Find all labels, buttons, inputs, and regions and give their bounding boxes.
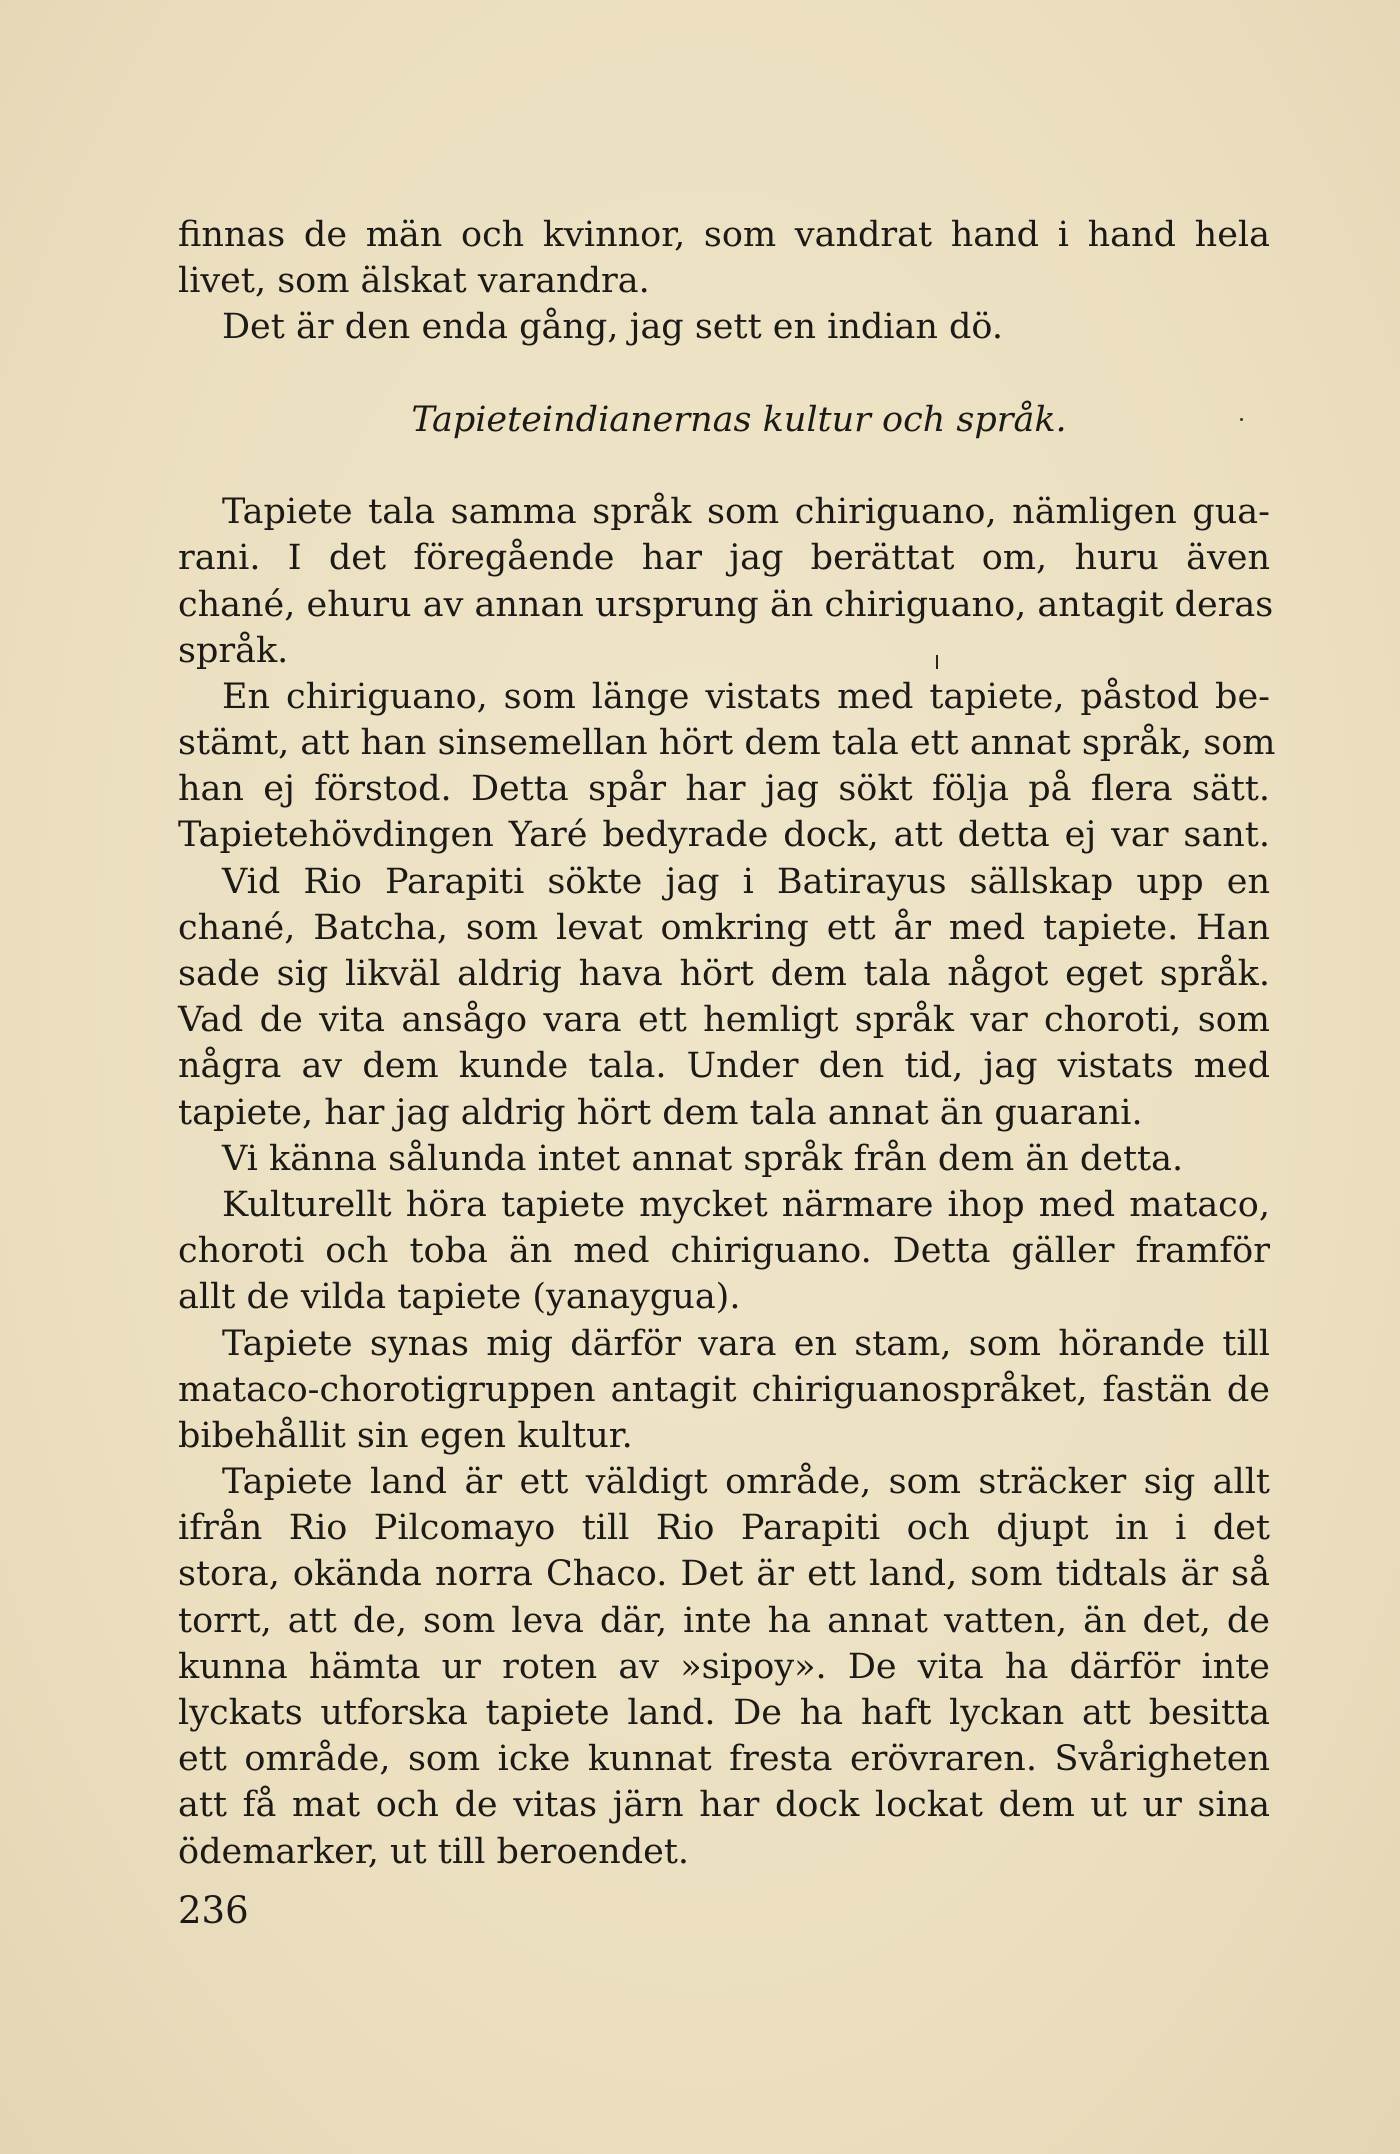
blank-line	[178, 351, 1270, 397]
text-line: Vid Rio Parapiti sökte jag i Batirayus sällskap upp en	[222, 861, 1270, 902]
print-speck	[1240, 418, 1243, 421]
text-line: torrt, att de, som leva där, inte ha annat vatten, än det, de	[178, 1600, 1270, 1641]
text-line: han ej förstod. Detta spår har jag sökt följa på flera sätt.	[178, 769, 1270, 810]
text-line: Vi känna sålunda intet annat språk från dem än detta.	[222, 1138, 1184, 1179]
text-line: Tapietehövdingen Yaré bedyrade dock, att detta ej var sant.	[178, 815, 1270, 856]
page-number: 236	[178, 1889, 249, 1932]
text-line: språk.	[178, 630, 289, 671]
text-line: ett område, som icke kunnat fresta erövraren. Svårigheten	[178, 1739, 1270, 1780]
blank-line	[178, 443, 1270, 489]
section-heading: Tapieteindianernas kultur och språk.	[411, 399, 1067, 440]
text-line: Vad de vita ansågo vara ett hemligt språk var choroti, som	[178, 1000, 1270, 1041]
text-line: kunna hämta ur roten av »sipoy». De vita ha därför inte	[178, 1646, 1270, 1687]
text-line: stora, okända norra Chaco. Det är ett land, som tidtals är så	[178, 1554, 1270, 1595]
text-line: allt de vilda tapiete (yanaygua).	[178, 1277, 741, 1318]
body-text	[178, 212, 1276, 1875]
print-speck	[936, 655, 938, 669]
text-line: sade sig likväl aldrig hava hört dem tala något eget språk.	[178, 954, 1270, 994]
text-line: att få mat och de vitas järn har dock lockat dem ut ur sina	[178, 1785, 1270, 1826]
text-line: Kulturellt höra tapiete mycket närmare ihop med mataco,	[222, 1184, 1270, 1225]
text-line: chané, Batcha, som levat omkring ett år med tapiete. Han	[178, 907, 1270, 948]
text-line: livet, som älskat varandra.	[178, 261, 650, 302]
text-line: Tapiete land är ett väldigt område, som sträcker sig allt	[222, 1462, 1270, 1503]
text-line: bibehållit sin egen kultur.	[178, 1415, 633, 1456]
text-line: ifrån Rio Pilcomayo till Rio Parapiti och djupt in i det	[178, 1508, 1270, 1549]
text-line: Tapiete tala samma språk som chiriguano, nämligen gua-	[222, 492, 1270, 533]
text-line: finnas de män och kvinnor, som vandrat hand i hand hela	[178, 215, 1270, 255]
text-line: lyckats utforska tapiete land. De ha haft lyckan att besitta	[178, 1693, 1270, 1733]
text-line: ödemarker, ut till beroendet.	[178, 1831, 690, 1872]
text-line: Tapiete synas mig därför vara en stam, som hörande till	[222, 1323, 1270, 1364]
text-line: mataco-chorotigruppen antagit chiriguanospråket, fastän de	[178, 1369, 1270, 1410]
text-line: choroti och toba än med chiriguano. Detta gäller framför	[178, 1231, 1270, 1272]
text-line: En chiriguano, som länge vistats med tapiete, påstod be-	[222, 676, 1270, 717]
text-line: tapiete, har jag aldrig hört dem tala annat än guarani.	[178, 1092, 1143, 1133]
text-line: stämt, att han sinsemellan hört dem tala ett annat språk, som	[178, 723, 1276, 764]
text-line: några av dem kunde tala. Under den tid, jag vistats med	[178, 1046, 1270, 1087]
text-line: Det är den enda gång, jag sett en indian dö.	[222, 307, 1004, 348]
text-line: chané, ehuru av annan ursprung än chiriguano, antagit deras	[178, 584, 1274, 625]
text-line: rani. I det föregående har jag berättat om, huru även	[178, 538, 1270, 579]
